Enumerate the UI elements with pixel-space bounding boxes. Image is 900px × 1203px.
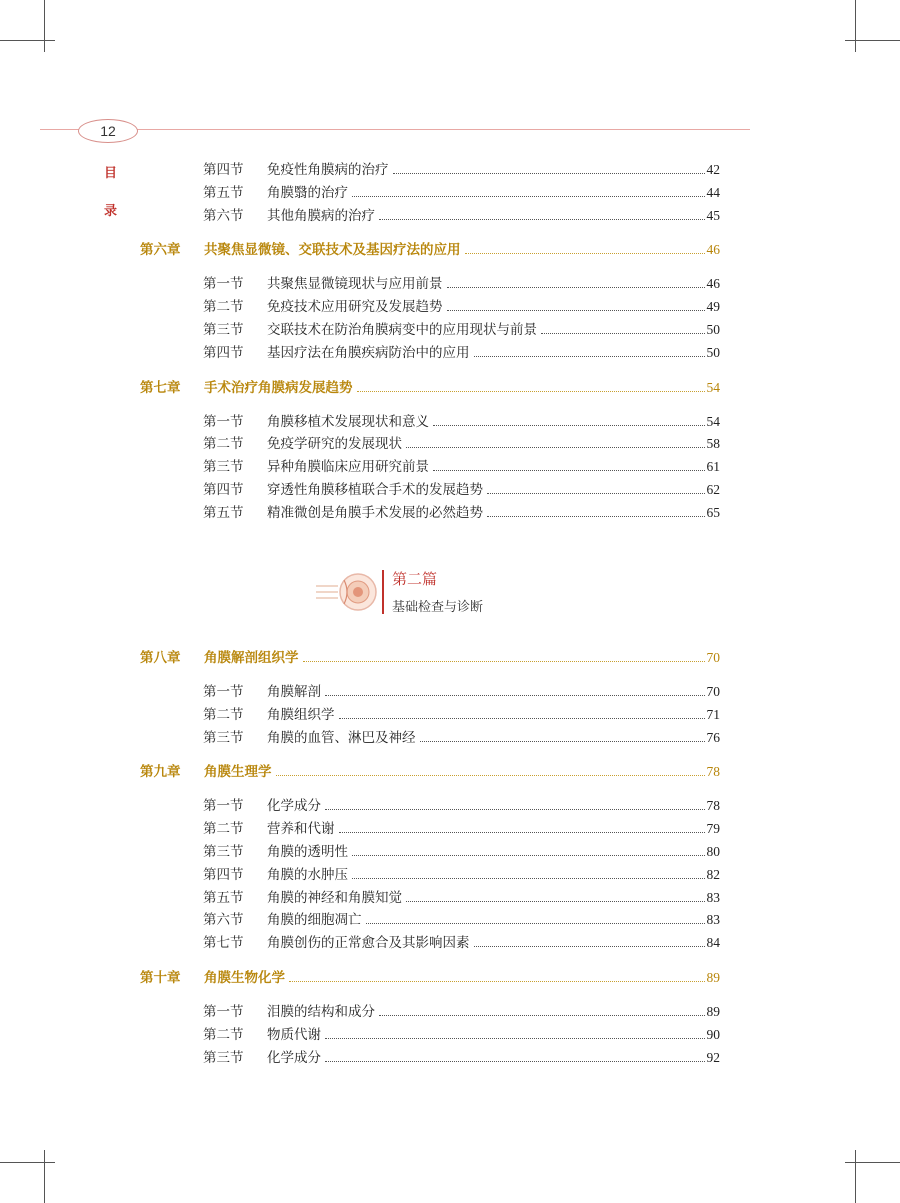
toc-page-number: 44 [706,184,720,200]
crop-mark [855,0,856,52]
toc-leader-dots [447,286,705,288]
part-title: 第二篇 [392,570,438,588]
toc-entry-title: 角膜组织学 [267,706,335,723]
toc-chapter-entry[interactable] [140,966,720,986]
toc-entry-title: 角膜的水肿压 [267,866,348,883]
toc-entry-number: 第三节 [203,1049,244,1066]
header-rule [40,129,750,130]
toc-leader-dots [352,877,705,879]
toc-page-number: 49 [706,299,720,315]
toc-section-entry[interactable] [203,410,720,430]
toc-page-number: 89 [706,970,720,985]
toc-entry-title: 物质代谢 [267,1026,321,1043]
toc-page-number: 84 [706,935,720,951]
toc-page-number: 50 [706,322,720,337]
toc-page-number: 78 [706,764,720,780]
toc-entry-title: 基因疗法在角膜疾病防治中的应用 [267,344,470,361]
toc-leader-dots [447,309,705,311]
toc-section-entry[interactable] [203,181,720,201]
toc-page-number: 80 [706,844,720,859]
toc-section-entry[interactable] [203,794,720,814]
toc-entry-number: 第三节 [203,844,244,860]
toc-entry-number: 第一节 [203,413,244,430]
toc-page-number: 90 [706,1026,720,1042]
toc-section-entry[interactable] [203,886,720,906]
toc-entry-number: 第六章 [140,242,181,259]
toc-entry-number: 第三节 [203,459,244,476]
toc-leader-dots [276,774,705,776]
toc-entry-number: 第一节 [203,798,244,815]
toc-entry-number: 第七节 [203,935,244,952]
toc-leader-dots [289,980,705,982]
toc-chapter-entry[interactable] [140,646,720,666]
toc-section-entry[interactable] [203,908,720,928]
toc-entry-number: 第三节 [203,322,244,338]
toc-leader-dots [303,660,705,662]
toc-page-number: 76 [706,729,720,745]
toc-leader-dots [465,252,705,254]
toc-section-entry[interactable] [203,703,720,723]
toc-entry-number: 第四节 [203,162,244,178]
toc-leader-dots [487,515,705,517]
crop-mark [44,0,45,52]
toc-entry-title: 角膜解剖 [267,684,321,700]
toc-page-number: 46 [706,242,720,258]
toc-section-entry[interactable] [203,158,720,178]
toc-entry-number: 第七章 [140,379,181,396]
eye-icon [316,568,380,618]
crop-mark [855,1150,856,1203]
toc-section-entry[interactable] [203,726,720,746]
toc-section-entry[interactable] [203,680,720,700]
toc-entry-number: 第三节 [203,729,244,746]
toc-leader-dots [325,694,705,696]
toc-entry-title: 化学成分 [267,1049,321,1066]
toc-page-number: 92 [706,1049,720,1065]
toc-entry-title: 共聚焦显微镜现状与应用前景 [267,276,443,293]
toc-entry-number: 第九章 [140,764,181,781]
toc-leader-dots [366,922,705,924]
toc-entry-title: 异种角膜临床应用研究前景 [267,459,429,476]
toc-entry-title: 角膜的血管、淋巴及神经 [267,729,416,746]
toc-entry-number: 第四节 [203,482,244,498]
toc-entry-number: 第一节 [203,684,244,700]
side-label-char: 目 [104,166,118,181]
toc-section-entry[interactable] [203,295,720,315]
toc-section-entry[interactable] [203,1023,720,1043]
toc-leader-dots [339,717,705,719]
toc-page-number: 70 [706,684,720,699]
toc-page-number: 54 [706,413,720,429]
toc-entry-number: 第五节 [203,184,244,201]
toc-page-number: 42 [706,162,720,177]
toc-chapter-entry[interactable] [140,376,720,396]
toc-page-number: 54 [706,379,720,395]
crop-mark [845,1162,900,1163]
toc-entry-number: 第四节 [203,344,244,361]
page-number: 12 [78,119,138,143]
toc-section-entry[interactable] [203,318,720,338]
toc-page-number: 78 [706,798,720,814]
part-banner [316,560,576,620]
toc-entry-title: 营养和代谢 [267,821,335,838]
toc-page-number: 62 [706,482,720,497]
toc-entry-number: 第四节 [203,866,244,883]
toc-entry-number: 第八章 [140,650,181,666]
toc-page-number: 50 [706,344,720,360]
toc-entry-title: 角膜解剖组织学 [204,650,299,666]
toc-page-number: 82 [706,866,720,882]
toc-entry-number: 第六节 [203,912,244,929]
toc-leader-dots [541,332,705,334]
toc-entry-title: 其他角膜病的治疗 [267,207,375,224]
toc-chapter-entry[interactable] [140,760,720,780]
toc-page-number: 65 [706,504,720,520]
toc-leader-dots [393,172,705,174]
toc-entry-title: 角膜的细胞凋亡 [267,912,362,929]
toc-entry-title: 免疫学研究的发展现状 [267,436,402,453]
toc-page-number: 70 [706,650,720,665]
toc-section-entry[interactable] [203,863,720,883]
toc-entry-title: 共聚焦显微镜、交联技术及基因疗法的应用 [204,242,461,259]
toc-page-number: 79 [706,821,720,837]
toc-leader-dots [474,355,705,357]
toc-entry-title: 角膜的透明性 [267,844,348,860]
side-label-char: 录 [104,204,118,219]
toc-entry-title: 免疫技术应用研究及发展趋势 [267,299,443,316]
toc-leader-dots [433,469,705,471]
toc-leader-dots [352,195,705,197]
toc-entry-title: 精准微创是角膜手术发展的必然趋势 [267,504,483,521]
toc-entry-title: 手术治疗角膜病发展趋势 [204,379,353,396]
toc-leader-dots [325,1060,705,1062]
toc-section-entry[interactable] [203,455,720,475]
toc-entry-title: 角膜翳的治疗 [267,184,348,201]
part-divider [382,570,384,614]
toc-section-entry[interactable] [203,341,720,361]
toc-section-entry[interactable] [203,817,720,837]
toc-entry-title: 免疫性角膜病的治疗 [267,162,389,178]
toc-page-number: 46 [706,276,720,292]
toc-leader-dots [325,808,705,810]
toc-leader-dots [406,900,705,902]
toc-entry-title: 穿透性角膜移植联合手术的发展趋势 [267,482,483,498]
toc-entry-number: 第五节 [203,504,244,521]
toc-page-number: 45 [706,207,720,223]
toc-leader-dots [420,740,705,742]
toc-leader-dots [352,854,705,856]
toc-leader-dots [325,1037,705,1039]
crop-mark [44,1150,45,1203]
toc-entry-title: 角膜创伤的正常愈合及其影响因素 [267,935,470,952]
toc-page-number: 61 [706,459,720,475]
toc-section-entry[interactable] [203,204,720,224]
toc-section-entry[interactable] [203,501,720,521]
toc-entry-number: 第二节 [203,706,244,723]
toc-page-number: 58 [706,436,720,452]
toc-entry-title: 化学成分 [267,798,321,815]
toc-page-number: 71 [706,706,720,722]
toc-page-number: 83 [706,889,720,905]
toc-entry-number: 第二节 [203,436,244,453]
toc-leader-dots [487,492,705,494]
toc-page-number: 83 [706,912,720,928]
toc-entry-number: 第六节 [203,207,244,224]
toc-entry-number: 第二节 [203,821,244,838]
toc-section-entry[interactable] [203,931,720,951]
toc-entry-number: 第五节 [203,889,244,906]
toc-leader-dots [379,218,705,220]
crop-mark [845,40,900,41]
toc-entry-number: 第一节 [203,276,244,293]
toc-section-entry[interactable] [203,1046,720,1066]
toc-page-number: 89 [706,1004,720,1019]
toc-section-entry[interactable] [203,478,720,498]
toc-entry-title: 泪膜的结构和成分 [267,1004,375,1020]
toc-section-entry[interactable] [203,1000,720,1020]
toc-section-entry[interactable] [203,272,720,292]
toc-entry-title: 角膜的神经和角膜知觉 [267,889,402,906]
toc-section-entry[interactable] [203,840,720,860]
toc-leader-dots [474,945,705,947]
part-subtitle: 基础检查与诊断 [392,600,484,615]
crop-mark [0,40,55,41]
toc-leader-dots [433,424,705,426]
toc-leader-dots [357,390,705,392]
toc-entry-number: 第二节 [203,299,244,316]
toc-entry-title: 交联技术在防治角膜病变中的应用现状与前景 [267,322,537,338]
toc-entry-title: 角膜移植术发展现状和意义 [267,413,429,430]
toc-section-entry[interactable] [203,432,720,452]
toc-entry-title: 角膜生物化学 [204,970,285,986]
toc-entry-title: 角膜生理学 [204,764,272,781]
toc-entry-number: 第十章 [140,970,181,986]
toc-leader-dots [379,1014,705,1016]
toc-leader-dots [339,831,705,833]
crop-mark [0,1162,55,1163]
toc-entry-number: 第一节 [203,1004,244,1020]
toc-entry-number: 第二节 [203,1026,244,1043]
toc-leader-dots [406,446,705,448]
toc-chapter-entry[interactable] [140,238,720,258]
